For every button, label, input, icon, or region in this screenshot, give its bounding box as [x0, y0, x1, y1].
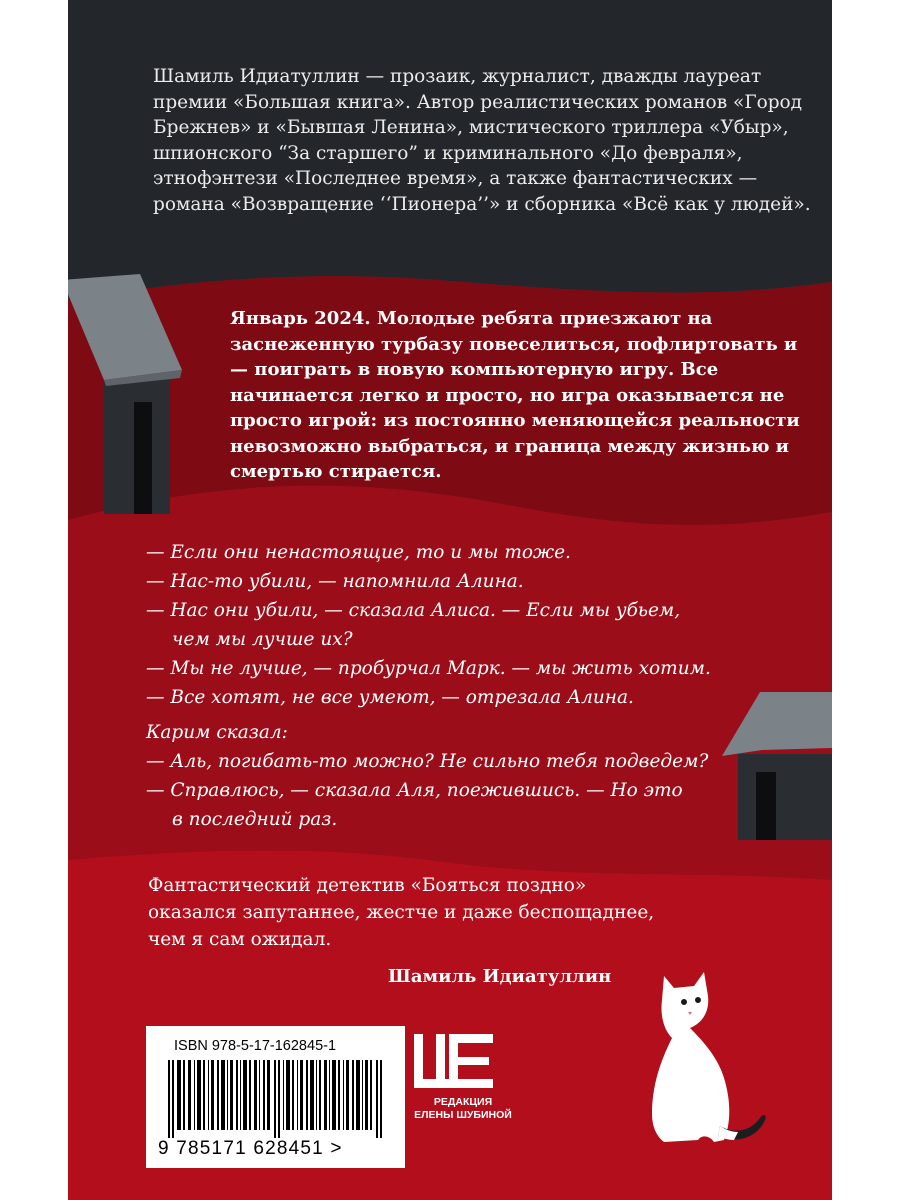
house-left-roof — [68, 274, 182, 380]
dialogue-line: — Все хотят, не все умеют, — отрезала Алина. — [146, 687, 634, 708]
barcode-panel — [146, 1026, 405, 1168]
publisher-label-line2: ЕЛЕНЫ ШУБИНОЙ — [414, 1109, 512, 1121]
dialogue-line: — Если они ненастоящие, то и мы тоже. — [146, 542, 571, 563]
dialogue-excerpt — [146, 538, 786, 834]
white-cat-icon — [606, 966, 776, 1186]
dialogue-line: — Справлюсь, — сказала Аля, поежившись. — Но это — [146, 780, 683, 801]
publisher-mark-icon — [408, 1030, 518, 1092]
isbn-label: ISBN 978-5-17-162845-1 — [174, 1038, 337, 1054]
dialogue-line: — Мы не лучше, — пробурчал Марк. — мы жить хотим. — [146, 658, 711, 679]
dialogue-line: — Нас они убили, — сказала Алиса. — Если мы убьем, — [146, 600, 681, 621]
barcode-digits: 9 785171 628451 > — [158, 1138, 343, 1159]
author-signature: Шамиль Идиатуллин — [388, 966, 612, 987]
synopsis: Январь 2024. Молодые ребята приезжают на заснеженную турбазу повеселиться, пофлиртовать и — поиграть в новую компьютерную игру. Все начинается легко и просто, но игра оказывается не просто игрой: из постоянно меняющейся реальности невозможно выбраться, и граница между жизнью и смертью стирается. — [230, 308, 800, 482]
dialogue-line: — Аль, погибать-то можно? Не сильно тебя подведем? — [146, 751, 709, 772]
back-cover — [68, 0, 832, 1200]
house-left-icon — [68, 272, 182, 522]
author-quote: Фантастический детектив «Бояться поздно» оказался запутаннее, жестче и даже беспощаднее, чем я сам ожидал. — [148, 875, 655, 950]
house-left-door — [134, 402, 152, 514]
dialogue-line: чем мы лучше их? — [172, 629, 353, 650]
dialogue-line: — Нас-то убили, — напомнила Алина. — [146, 571, 524, 592]
dialogue-line: в последний раз. — [172, 809, 338, 830]
publisher-label-line1: РЕДАКЦИЯ — [433, 1096, 493, 1108]
dialogue-line: Карим сказал: — [146, 722, 288, 743]
barcode-icon — [168, 1060, 390, 1138]
publisher-logo — [408, 1030, 518, 1130]
author-bio: Шамиль Идиатуллин — прозаик, журналист, дважды лауреат премии «Большая книга». Автор реалистических романов «Город Брежнев» и «Бывшая Ленина», мистического триллера «Убыр», шпионского “За старшего” и криминального «До февраля», этнофэнтези «Последнее время», а также фантастических — романа «Возвращение ‘‘Пионера’’» и сборника «Всё как у людей». — [153, 66, 811, 215]
